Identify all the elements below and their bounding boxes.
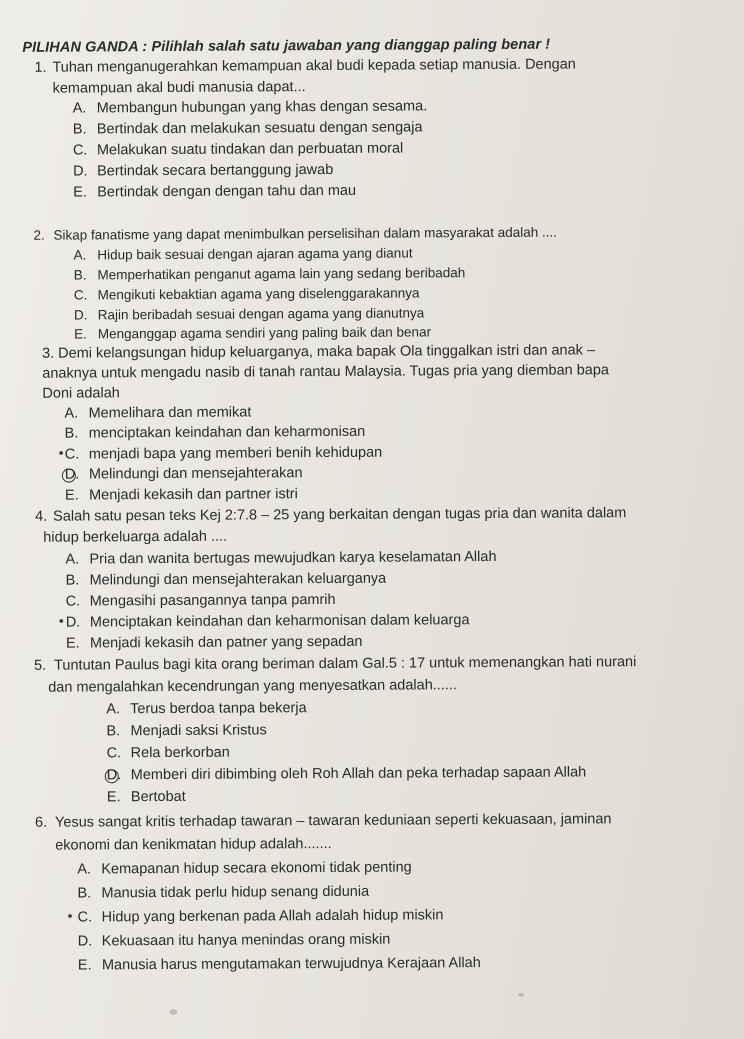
question-text-line: Yesus sangat kritis terhadap tawaran – tawaran keduniaan seperti kekuasaan, jaminan bbox=[54, 811, 612, 831]
option-b[interactable] bbox=[73, 118, 423, 139]
option-letter: B. bbox=[106, 723, 121, 740]
option-letter: D. bbox=[73, 163, 88, 180]
option-text: Rela berkorban bbox=[130, 744, 230, 762]
option-b[interactable] bbox=[65, 570, 386, 591]
option-e[interactable] bbox=[65, 485, 298, 505]
option-letter: B. bbox=[64, 425, 79, 442]
option-d[interactable] bbox=[107, 763, 587, 785]
option-letter: D. bbox=[64, 466, 80, 483]
option-c[interactable] bbox=[73, 140, 403, 161]
option-text: Kemapanan hidup secara ekonomi tidak penting bbox=[101, 859, 412, 878]
option-letter: C. bbox=[65, 593, 81, 610]
option-letter: D. bbox=[73, 307, 88, 323]
pencil-mark: • bbox=[58, 612, 64, 629]
option-c[interactable] bbox=[107, 744, 230, 764]
option-text: Manusia harus mengutamakan terwujudnya Kerajaan Allah bbox=[101, 955, 481, 974]
option-d[interactable] bbox=[66, 611, 470, 632]
option-text: Mengikuti kebaktian agama yang diselenggarakannya bbox=[97, 285, 420, 303]
option-d[interactable] bbox=[74, 303, 424, 324]
question-number: 6. bbox=[34, 814, 48, 831]
option-text: Pria dan wanita bertugas mewujudkan karya keselamatan Allah bbox=[89, 548, 497, 568]
option-d[interactable] bbox=[78, 931, 391, 952]
option-b[interactable] bbox=[74, 263, 466, 284]
option-letter: B. bbox=[72, 121, 87, 138]
option-text: Hidup baik sesuai dengan ajaran agama yang dianut bbox=[97, 245, 413, 263]
option-text: Mengasihi pasangannya tanpa pamrih bbox=[89, 591, 336, 610]
option-letter: A. bbox=[65, 551, 80, 568]
option-text: Melindungi dan mensejahterakan keluarganya bbox=[89, 570, 387, 589]
option-text: Melakukan suatu tindakan dan perbuatan moral bbox=[96, 140, 404, 159]
option-text: Membangun hubungan yang khas dengan sesama. bbox=[96, 98, 428, 117]
option-text: Menjadi kekasih dan partner istri bbox=[89, 486, 298, 504]
option-letter: B. bbox=[77, 885, 92, 902]
option-letter: E. bbox=[65, 635, 80, 652]
option-e[interactable] bbox=[107, 788, 186, 807]
question-text-line: Tuhan menganugerahkan kemampuan akal budi kepada setiap manusia. Dengan bbox=[52, 56, 576, 76]
option-d[interactable] bbox=[73, 161, 333, 182]
option-letter: E. bbox=[64, 487, 79, 504]
question-text-line: anaknya untuk mengadu nasib di tanah rantau Malaysia. Tugas pria yang diemban bapa bbox=[42, 362, 610, 382]
option-e[interactable] bbox=[66, 633, 363, 654]
option-letter: B. bbox=[73, 267, 87, 283]
option-letter: D. bbox=[65, 614, 81, 631]
option-letter: D. bbox=[77, 933, 93, 950]
option-letter: A. bbox=[73, 247, 87, 263]
option-text: Menciptakan keindahan dan keharmonisan dalam keluarga bbox=[89, 612, 470, 631]
option-c[interactable] bbox=[74, 283, 420, 304]
option-letter: C. bbox=[64, 446, 80, 463]
question-number: 1. bbox=[34, 59, 47, 76]
option-b[interactable] bbox=[77, 883, 369, 904]
option-text: menjadi bapa yang memberi benih kehidupan bbox=[88, 444, 383, 463]
option-letter: C. bbox=[77, 909, 93, 926]
option-text: Bertindak secara bertanggung jawab bbox=[97, 161, 334, 180]
question-text-line: Salah satu pesan teks Kej 2:7.8 – 25 yang berkaitan dengan tugas pria dan wanita dalam bbox=[53, 505, 627, 525]
option-letter: A. bbox=[72, 100, 87, 117]
option-text: Menganggap agama sendiri yang paling baik dan benar bbox=[97, 324, 432, 342]
option-text: Bertindak dan melakukan sesuatu dengan sengaja bbox=[96, 119, 423, 138]
option-a[interactable] bbox=[77, 859, 412, 880]
option-text: Menjadi saksi Kristus bbox=[130, 722, 267, 740]
option-e[interactable] bbox=[74, 322, 431, 343]
option-e[interactable] bbox=[73, 182, 356, 203]
option-text: Memelihara dan memikat bbox=[88, 404, 252, 422]
option-text: Memperhatikan penganut agama lain yang sedang beribadah bbox=[97, 265, 466, 283]
option-text: Melindungi dan mensejahterakan bbox=[88, 465, 303, 483]
option-letter: C. bbox=[72, 142, 88, 159]
option-text: Menjadi kekasih dan patner yang sepadan bbox=[89, 633, 363, 652]
option-a[interactable] bbox=[65, 548, 496, 570]
option-a[interactable] bbox=[74, 243, 413, 264]
question-text-line: hidup berkeluarga adalah .... bbox=[43, 528, 228, 546]
option-letter: A. bbox=[106, 701, 121, 718]
option-text: Memberi diri dibimbing oleh Roh Allah dan peka terhadap sapaan Allah bbox=[130, 764, 587, 784]
option-c[interactable] bbox=[66, 591, 336, 612]
option-b[interactable] bbox=[106, 721, 266, 741]
option-text: Bertobat bbox=[130, 788, 186, 806]
option-letter: E. bbox=[77, 957, 92, 974]
option-letter: C. bbox=[73, 287, 88, 303]
section-header: PILIHAN GANDA : Pilihlah salah satu jawaban yang dianggap paling benar ! bbox=[22, 36, 551, 56]
option-letter: E. bbox=[106, 789, 121, 806]
option-c[interactable] bbox=[78, 906, 444, 927]
option-text: Kekuasaan itu hanya menindas orang miskin bbox=[101, 931, 391, 950]
option-c[interactable] bbox=[65, 444, 383, 465]
option-letter: B. bbox=[65, 572, 80, 589]
question-text-line: Demi kelangsungan hidup keluarganya, maka bapak Ola tinggalkan istri dan anak – bbox=[58, 342, 596, 362]
option-a[interactable] bbox=[106, 699, 306, 719]
question-number: 3. bbox=[42, 345, 55, 362]
option-e[interactable] bbox=[78, 954, 481, 975]
pencil-mark: • bbox=[67, 907, 73, 924]
question-number: 2. bbox=[33, 227, 45, 243]
option-b[interactable] bbox=[65, 423, 366, 444]
question-number: 5. bbox=[34, 657, 47, 674]
option-text: Rajin beribadah sesuai dengan agama yang dianutnya bbox=[97, 305, 425, 323]
option-letter: C. bbox=[106, 745, 122, 762]
option-d[interactable] bbox=[65, 464, 303, 484]
option-text: menciptakan keindahan dan keharmonisan bbox=[88, 423, 366, 442]
question-text-line: kemampuan akal budi manusia dapat... bbox=[52, 79, 306, 97]
paper-smudge bbox=[518, 993, 524, 997]
option-letter: E. bbox=[73, 326, 87, 342]
question-text-line: dan mengalahkan kecendrungan yang menyesatkan adalah...... bbox=[48, 677, 457, 696]
pencil-mark: • bbox=[58, 444, 64, 461]
option-a[interactable] bbox=[64, 403, 251, 423]
option-a[interactable] bbox=[73, 97, 428, 118]
option-letter: A. bbox=[77, 861, 92, 878]
option-text: Terus berdoa tanpa bekerja bbox=[130, 700, 307, 718]
option-letter: A. bbox=[64, 405, 79, 422]
option-letter: E. bbox=[73, 184, 87, 201]
question-text-line: Tuntutan Paulus bagi kita orang beriman dalam Gal.5 : 17 untuk memenangkan hati nurani bbox=[54, 654, 637, 674]
paper-smudge bbox=[169, 1009, 177, 1015]
question-text-line: ekonomi dan kenikmatan hidup adalah....... bbox=[55, 835, 332, 854]
question-text-line: Doni adalah bbox=[42, 385, 120, 402]
option-text: Bertindak dengan dengan tahu dan mau bbox=[97, 182, 357, 201]
question-number: 4. bbox=[35, 508, 48, 525]
option-text: Hidup yang berkenan pada Allah adalah hidup miskin bbox=[101, 907, 444, 926]
option-letter: D. bbox=[106, 767, 122, 784]
option-text: Manusia tidak perlu hidup senang didunia bbox=[101, 883, 370, 902]
question-text-line: Sikap fanatisme yang dapat menimbulkan perselisihan dalam masyarakat adalah .... bbox=[53, 224, 558, 243]
